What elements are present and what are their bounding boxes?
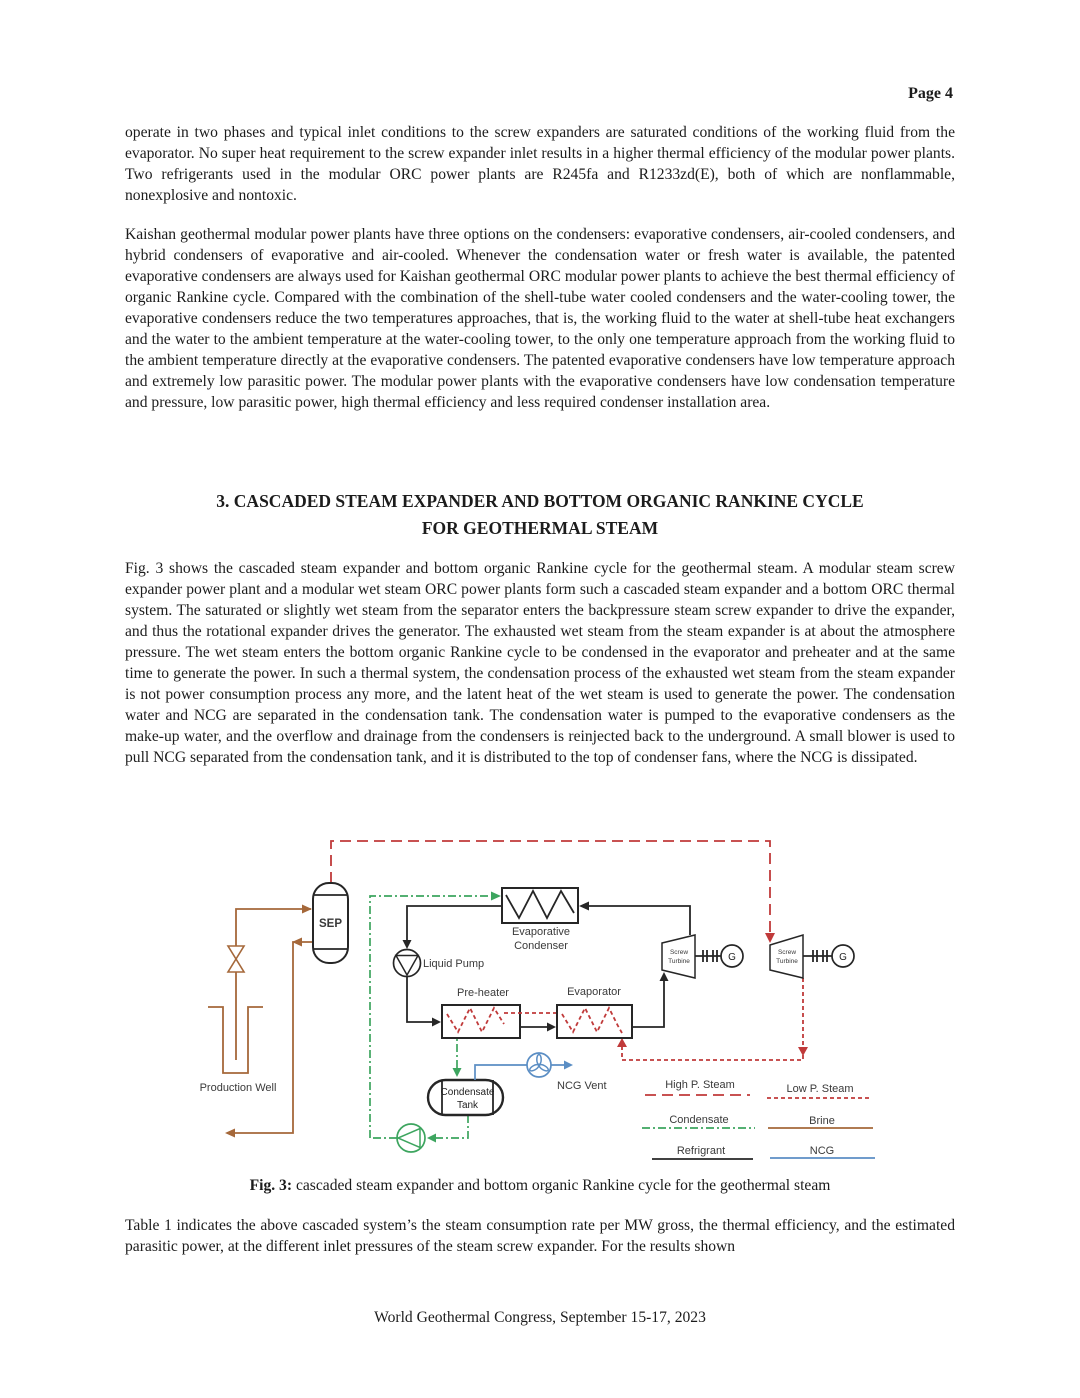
section-heading [125,488,955,542]
paragraph-3: Fig. 3 shows the cascaded steam expander and bottom organic Rankine cycle for the geothermal steam. A modular steam screw expander power plant and a modular wet steam ORC power plants form such a cascaded steam expander and a bottom ORC thermal system. The saturated or slightly wet steam from the separator enters the backpressure steam screw expander to drive the expander, and thus the rotational expander drives the generator. The exhausted wet steam from the steam expander is at about the atmosphere pressure. The wet steam enters the bottom organic Rankine cycle to be condensed in the evaporator and preheater and at the same time to generate the power. In such a thermal system, the condensation process of the exhausted wet steam from the steam expander is not power consumption process any more, and the latent heat of the wet steam is used to generate the power. The condensation water and NCG are separated in the condensation tank. The condensation water is pumped to the evaporative condensers as the make-up water, and the overflow and drainage from the condensers is reinjected back to the underground. A small blower is used to pull NCG separated from the condensation tank, and it is distributed to the top of condenser fans, where the NCG is dissipated. [125,560,955,766]
figure3-diagram [185,832,885,1172]
arrow-ncg-vent [564,1061,573,1070]
ncg-vent-label: NCG Vent [557,1080,607,1092]
arrow-into-evaporator [617,1038,627,1047]
arrow-into-left-turbine [660,972,669,981]
evaporator-to-turbine-line [632,977,664,1027]
condensate-tank [428,1080,503,1115]
arrow-exhaust-down [798,1047,808,1056]
steam-turbine-label-1: Screw [777,949,797,956]
legend-label-condensate: Condensate [669,1114,729,1126]
arrow-into-right-turbine [765,933,775,943]
valve-upper-triangle [228,946,244,959]
condenser-to-pump-line [407,906,502,940]
evap-condenser-label-2: Condenser [514,940,568,952]
sep-label: SEP [318,918,343,930]
evaporator-box [557,1005,632,1038]
arrow-into-sep [302,905,312,914]
orc-turbine-label-1: Screw [669,949,689,956]
arrow-into-condenser-green [491,892,501,901]
liquid-pump [394,950,421,977]
figure-caption-label: Fig. 3: [249,1177,293,1194]
liquid-pump-label: Liquid Pump [423,958,485,970]
condensate-tank-label-1: Condensate [440,1087,495,1098]
section-heading-line1: 3. CASCADED STEAM EXPANDER AND BOTTOM ORGANIC RANKINE CYCLE [216,491,864,511]
condensate-tank-label-2: Tank [456,1100,479,1111]
arrow-into-tank [453,1068,462,1077]
paragraph-4: Table 1 indicates the above cascaded system’s the steam consumption rate per MW gross, the thermal efficiency, and the estimated parasitic power, at the different inlet pressures of the steam screw expander. For the results shown [125,1217,955,1255]
evaporator-label: Evaporator [567,986,621,998]
arrow-into-cond-pump [427,1134,436,1143]
steam-turbine-label-2: Turbine [776,958,798,965]
low-p-steam-line [622,978,803,1060]
production-well-label: Production Well [199,1082,277,1094]
legend-label-brine: Brine [809,1115,835,1127]
legend-label-refrigrant: Refrigrant [676,1145,726,1157]
page-footer: World Geothermal Congress, September 15-17, 2023 [374,1309,706,1326]
orc-screw-turbine [662,935,743,978]
sep-vessel [313,883,348,963]
arrow-into-condenser-black [579,902,589,911]
pump-to-preheater-line [407,977,437,1022]
steam-screw-turbine [770,935,854,978]
steam-generator-label: G [839,952,847,963]
orc-turbine-body [662,935,695,978]
legend-label-low-p-steam: Low P. Steam [786,1083,854,1095]
evaporator [557,1005,632,1038]
section-heading-line2: FOR GEOTHERMAL STEAM [421,518,659,538]
paragraph-2: Kaishan geothermal modular power plants have three options on the condensers: evaporative condensers, air-cooled condensers, and hybrid condensers of evaporative and air-cooled. Whenever the condensation water or fresh water is available, the patented evaporative condensers are always used for Kaishan geothermal ORC modular power plants to achieve the best thermal efficiency of organic Rankine cycle. Compared with the combination of the shell-tube water cooled condensers and the water-cooling tower, the evaporative condensers reduce the two temperatures approaches, that is, the working fluid to the water at shell-tube heat exchangers and the water to the ambient temperature at the water-cooling tower, to the only one temperature approach from the working fluid to the ambient temperature directly at the evaporative condensers. The patented evaporative condensers have low temperature approach and extremely low parasitic power. The modular power plants with the evaporative condensers have low condensation temperature and pressure, low parasitic power, high thermal efficiency and less required condenser installation area. [125,226,955,411]
arrow-into-evaporator-black [547,1023,556,1032]
orc-turbine-label-2: Turbine [668,958,690,965]
ncg-fan [527,1053,551,1077]
figure-legend [642,1079,875,1159]
ncg-line-tank-to-fan [475,1065,527,1080]
paragraph-1: operate in two phases and typical inlet conditions to the screw expanders are saturated conditions of the working fluid from the evaporator. No super heat requirement to the screw expander inlet results in a higher thermal efficiency of the modular power plants. Two refrigerants used in the modular ORC power plants are R245fa and R1233zd(E), both of which are nonflammable, nonexplosive and nontoxic. [125,124,955,204]
arrow-into-preheater [432,1018,441,1027]
evap-condenser-label-1: Evaporative [511,926,571,938]
legend-label-high-p-steam: High P. Steam [665,1079,735,1091]
valve-lower-triangle [228,959,244,972]
valve [228,946,244,972]
steam-turbine-body [770,935,803,978]
orc-generator-label: G [728,952,736,963]
condensate-tank-to-pump [436,1115,468,1138]
figure-caption-text: cascaded steam expander and bottom organic Rankine cycle for the geothermal steam [292,1177,831,1194]
arrow-reinjection [225,1129,235,1138]
condensate-pump [397,1124,425,1152]
arrow-into-liquid-pump [403,940,412,949]
pre-heater-box [442,1005,520,1038]
pre-heater-label: Pre-heater [457,987,509,999]
evaporative-condenser [502,888,578,923]
pre-heater [442,1005,520,1038]
figure-caption [125,1177,955,1195]
legend-label-ncg: NCG [809,1145,835,1157]
page-number: Page 4 [908,85,953,102]
turbine-to-condenser-line [583,906,690,935]
